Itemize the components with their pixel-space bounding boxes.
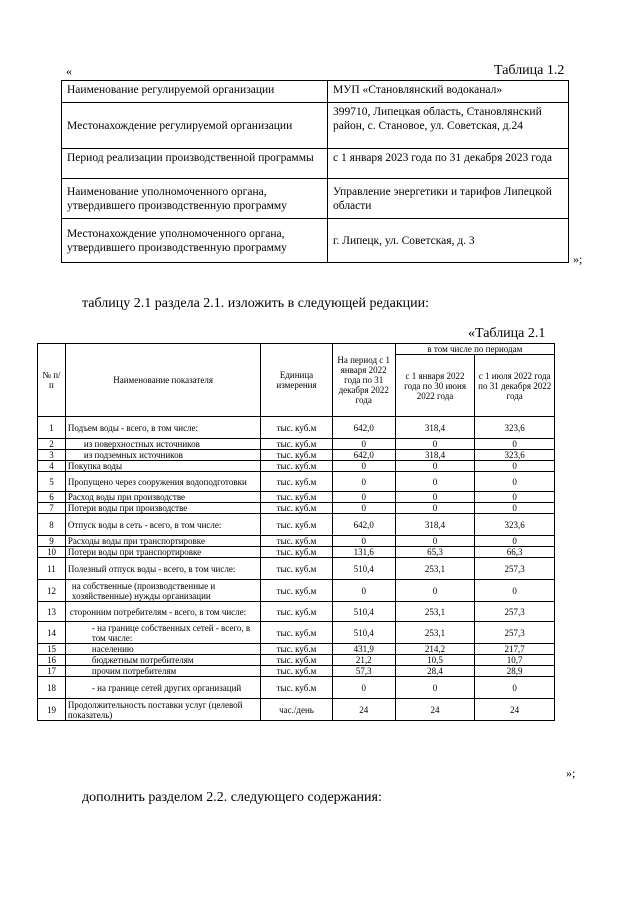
row-label: Наименование регулируемой организации <box>62 81 328 103</box>
row-name: на собственные (производственные и хозяйственные) нужды организации <box>65 580 260 602</box>
row-unit: тыс. куб.м <box>261 461 332 472</box>
table-row <box>38 536 555 547</box>
table-row <box>62 81 569 103</box>
table-row <box>38 699 555 721</box>
row-name: Полезный отпуск воды - всего, в том числе: <box>65 558 260 580</box>
table-row <box>38 450 555 461</box>
row-p2: 323,6 <box>475 450 555 461</box>
row-p1: 318,4 <box>395 450 475 461</box>
col-name-header: Наименование показателя <box>65 344 260 417</box>
row-number: 15 <box>38 644 66 655</box>
table-row <box>38 417 555 439</box>
row-p2: 323,6 <box>475 417 555 439</box>
row-unit: тыс. куб.м <box>261 514 332 536</box>
row-p2: 0 <box>475 503 555 514</box>
row-unit: тыс. куб.м <box>261 417 332 439</box>
row-name: Расход воды при производстве <box>65 492 260 503</box>
row-p2: 257,3 <box>475 622 555 644</box>
row-p1: 0 <box>395 439 475 450</box>
row-value: с 1 января 2023 года по 31 декабря 2023 года <box>328 149 569 179</box>
row-p1: 0 <box>395 503 475 514</box>
indicators-table <box>37 343 555 721</box>
row-p2: 0 <box>475 461 555 472</box>
row-p1: 10,5 <box>395 655 475 666</box>
row-unit: тыс. куб.м <box>261 439 332 450</box>
open-quote: « <box>66 64 72 78</box>
row-p1: 253,1 <box>395 622 475 644</box>
table-row <box>38 514 555 536</box>
row-total: 21,2 <box>332 655 395 666</box>
row-p1: 0 <box>395 536 475 547</box>
table-row <box>38 503 555 514</box>
row-number: 19 <box>38 699 66 721</box>
table-row <box>62 149 569 179</box>
row-name: Продолжительность поставки услуг (целевой показатель) <box>65 699 260 721</box>
row-total: 0 <box>332 503 395 514</box>
row-name: бюджетным потребителям <box>65 655 260 666</box>
row-p1: 318,4 <box>395 417 475 439</box>
table1-close: »; <box>573 252 583 266</box>
row-p2: 28,9 <box>475 666 555 677</box>
row-number: 9 <box>38 536 66 547</box>
row-total: 24 <box>332 699 395 721</box>
row-total: 0 <box>332 472 395 492</box>
row-unit: тыс. куб.м <box>261 503 332 514</box>
col-p1-header: с 1 января 2022 года по 30 июня 2022 года <box>395 355 475 417</box>
row-name: сторонним потребителям - всего, в том числе: <box>65 602 260 622</box>
row-value: Управление энергетики и тарифов Липецкой области <box>328 179 569 219</box>
row-total: 0 <box>332 492 395 503</box>
row-p1: 0 <box>395 472 475 492</box>
row-total: 0 <box>332 536 395 547</box>
row-p1: 214,2 <box>395 644 475 655</box>
row-number: 6 <box>38 492 66 503</box>
table-row <box>38 472 555 492</box>
row-number: 14 <box>38 622 66 644</box>
row-p2: 24 <box>475 699 555 721</box>
table-row <box>38 558 555 580</box>
table-row <box>38 547 555 558</box>
row-label: Местонахождение уполномоченного органа, утвердившего производственную программу <box>62 219 328 263</box>
row-value: МУП «Становлянский водоканал» <box>328 81 569 103</box>
table-row <box>62 219 569 263</box>
row-p1: 253,1 <box>395 602 475 622</box>
row-value: г. Липецк, ул. Советская, д. 3 <box>328 219 569 263</box>
indicators-body <box>38 417 555 721</box>
row-total: 510,4 <box>332 602 395 622</box>
row-unit: час./день <box>261 699 332 721</box>
row-p1: 0 <box>395 580 475 602</box>
row-p1: 0 <box>395 492 475 503</box>
row-p2: 323,6 <box>475 514 555 536</box>
row-number: 12 <box>38 580 66 602</box>
instruction-paragraph-1: таблицу 2.1 раздела 2.1. изложить в следующей редакции: <box>82 296 430 311</box>
table2-close: »; <box>566 766 576 780</box>
table-row <box>38 622 555 644</box>
organization-info-table <box>61 80 569 263</box>
row-unit: тыс. куб.м <box>261 558 332 580</box>
by-periods-header: в том числе по периодам <box>395 344 554 355</box>
row-label: Местонахождение регулируемой организации <box>62 103 328 149</box>
row-unit: тыс. куб.м <box>261 644 332 655</box>
row-p1: 28,4 <box>395 666 475 677</box>
row-total: 57,3 <box>332 666 395 677</box>
row-number: 4 <box>38 461 66 472</box>
row-number: 2 <box>38 439 66 450</box>
row-number: 7 <box>38 503 66 514</box>
row-number: 17 <box>38 666 66 677</box>
row-value: 399710, Липецкая область, Становлянский район, с. Становое, ул. Советская, д.24 <box>328 103 569 149</box>
col-period-header: На период с 1 января 2022 года по 31 декабря 2022 года <box>332 344 395 417</box>
row-label: Период реализации производственной программы <box>62 149 328 179</box>
row-number: 13 <box>38 602 66 622</box>
row-p2: 0 <box>475 580 555 602</box>
row-name: из поверхностных источников <box>65 439 260 450</box>
row-p2: 0 <box>475 677 555 699</box>
table-row <box>62 179 569 219</box>
row-name: прочим потребителям <box>65 666 260 677</box>
row-name: Пропущено через сооружения водоподготовки <box>65 472 260 492</box>
row-number: 10 <box>38 547 66 558</box>
row-unit: тыс. куб.м <box>261 580 332 602</box>
row-unit: тыс. куб.м <box>261 536 332 547</box>
row-name: - на границе собственных сетей - всего, в том числе: <box>65 622 260 644</box>
row-p2: 10,7 <box>475 655 555 666</box>
table-row <box>38 580 555 602</box>
row-p2: 0 <box>475 492 555 503</box>
table-row <box>38 677 555 699</box>
col-unit-header: Единица измерения <box>261 344 332 417</box>
row-total: 642,0 <box>332 514 395 536</box>
row-total: 0 <box>332 677 395 699</box>
row-total: 431,9 <box>332 644 395 655</box>
row-total: 510,4 <box>332 622 395 644</box>
row-unit: тыс. куб.м <box>261 655 332 666</box>
row-number: 5 <box>38 472 66 492</box>
row-name: - на границе сетей других организаций <box>65 677 260 699</box>
table-caption: Таблица 1.2 <box>494 63 565 78</box>
row-p2: 0 <box>475 536 555 547</box>
table-row <box>38 655 555 666</box>
row-total: 131,6 <box>332 547 395 558</box>
row-name: Подъем воды - всего, в том числе: <box>65 417 260 439</box>
col-num-header: № п/п <box>38 344 66 417</box>
table-row <box>38 602 555 622</box>
row-name: Покупка воды <box>65 461 260 472</box>
table2-caption: «Таблица 2.1 <box>468 326 546 341</box>
row-p1: 318,4 <box>395 514 475 536</box>
table-row <box>38 644 555 655</box>
row-unit: тыс. куб.м <box>261 492 332 503</box>
row-total: 0 <box>332 439 395 450</box>
row-unit: тыс. куб.м <box>261 677 332 699</box>
row-number: 11 <box>38 558 66 580</box>
row-p2: 0 <box>475 439 555 450</box>
row-p1: 0 <box>395 677 475 699</box>
row-number: 1 <box>38 417 66 439</box>
row-p1: 24 <box>395 699 475 721</box>
row-number: 18 <box>38 677 66 699</box>
row-p2: 257,3 <box>475 602 555 622</box>
table-row <box>62 103 569 149</box>
row-name: населению <box>65 644 260 655</box>
row-number: 3 <box>38 450 66 461</box>
row-p1: 65,3 <box>395 547 475 558</box>
row-total: 0 <box>332 580 395 602</box>
row-name: Расходы воды при транспортировке <box>65 536 260 547</box>
row-unit: тыс. куб.м <box>261 547 332 558</box>
row-total: 642,0 <box>332 450 395 461</box>
row-total: 510,4 <box>332 558 395 580</box>
row-p2: 217,7 <box>475 644 555 655</box>
row-number: 8 <box>38 514 66 536</box>
row-name: Потери воды при транспортировке <box>65 547 260 558</box>
row-total: 642,0 <box>332 417 395 439</box>
table-row <box>38 666 555 677</box>
row-unit: тыс. куб.м <box>261 450 332 461</box>
table-row <box>38 461 555 472</box>
row-name: из подземных источников <box>65 450 260 461</box>
row-p2: 257,3 <box>475 558 555 580</box>
row-label: Наименование уполномоченного органа, утвердившего производственную программу <box>62 179 328 219</box>
row-unit: тыс. куб.м <box>261 472 332 492</box>
row-name: Отпуск воды в сеть - всего, в том числе: <box>65 514 260 536</box>
row-number: 16 <box>38 655 66 666</box>
table-row <box>38 492 555 503</box>
row-p2: 0 <box>475 472 555 492</box>
col-p2-header: с 1 июля 2022 года по 31 декабря 2022 года <box>475 355 555 417</box>
instruction-paragraph-2: дополнить разделом 2.2. следующего содержания: <box>82 790 382 805</box>
row-p2: 66,3 <box>475 547 555 558</box>
row-p1: 253,1 <box>395 558 475 580</box>
row-unit: тыс. куб.м <box>261 622 332 644</box>
row-p1: 0 <box>395 461 475 472</box>
table-row <box>38 439 555 450</box>
row-unit: тыс. куб.м <box>261 666 332 677</box>
row-unit: тыс. куб.м <box>261 602 332 622</box>
row-name: Потери воды при производстве <box>65 503 260 514</box>
row-total: 0 <box>332 461 395 472</box>
